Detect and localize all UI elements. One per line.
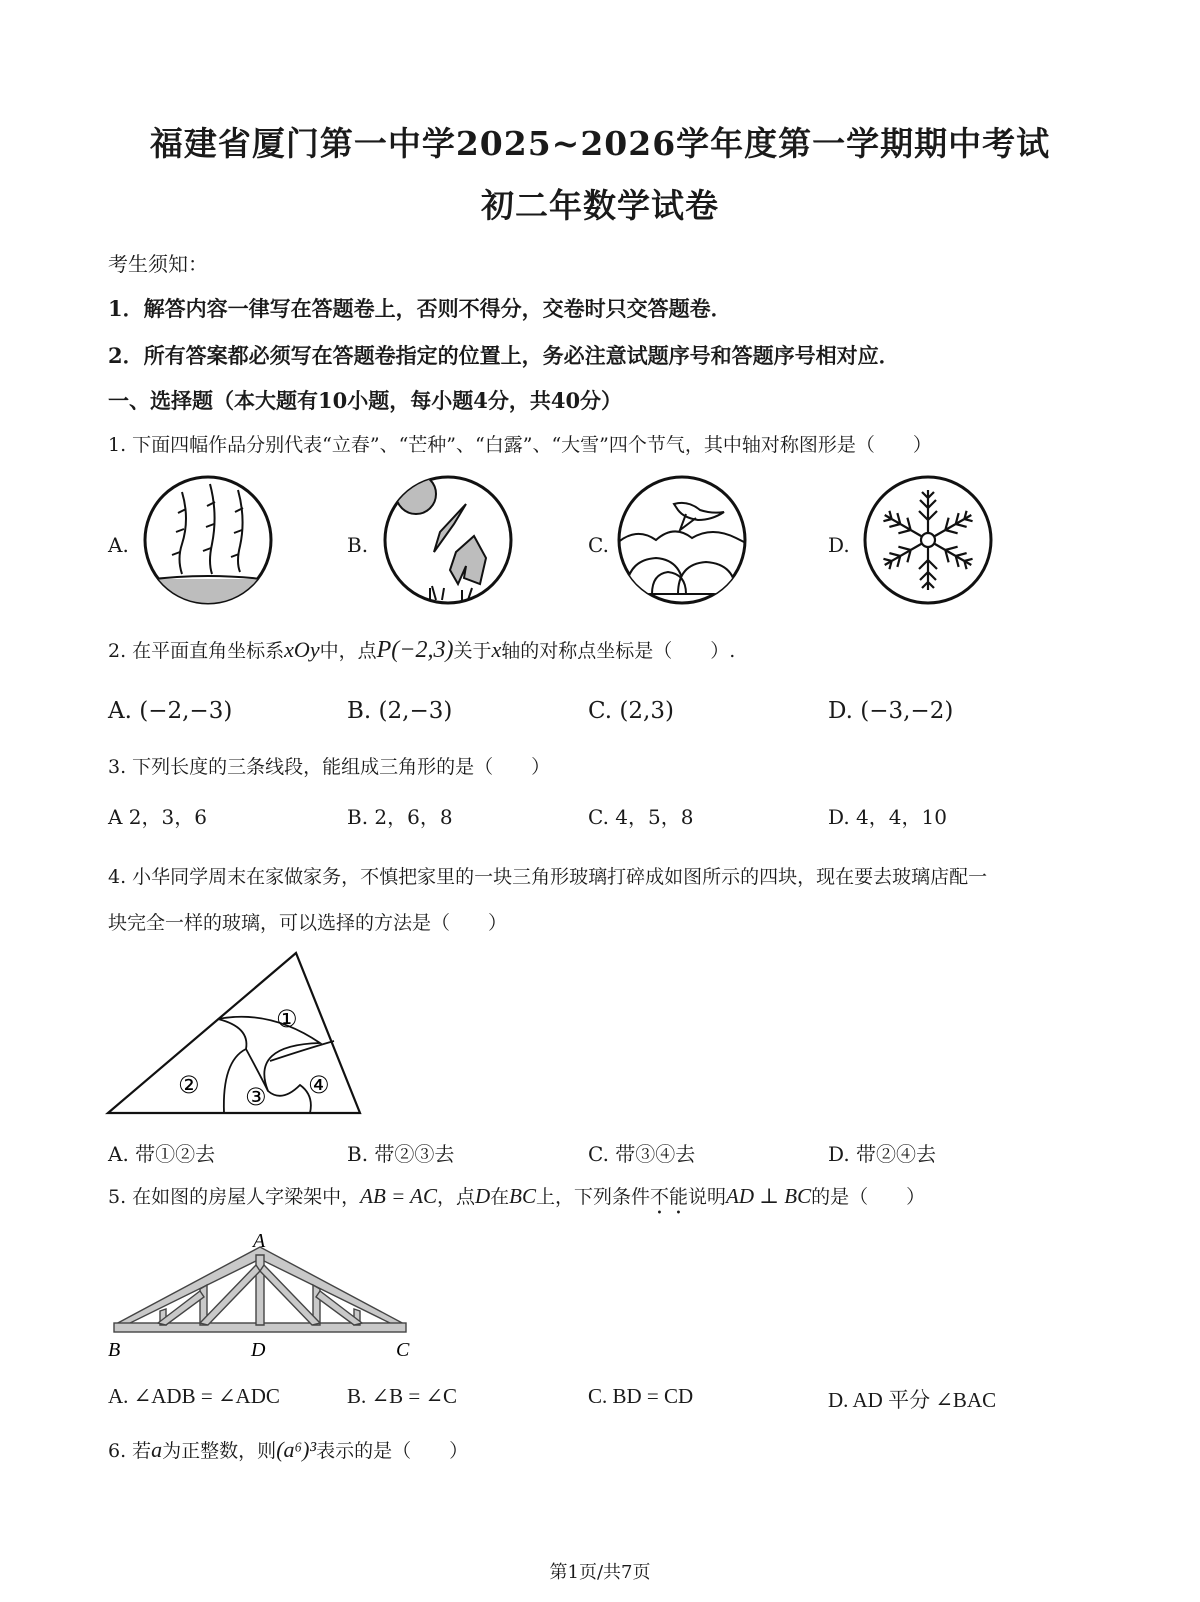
q4-stem-line1: 4. 小华同学周末在家做家务，不慎把家里的一块三角形玻璃打碎成如图所示的四块，现在要去玻璃店配一 (108, 866, 988, 888)
piece-label-4: ④ (308, 1071, 330, 1099)
q4-option-d[interactable]: D. 带②④去 (828, 1142, 937, 1166)
exam-title: 福建省厦门第一中学2025~2026学年度第一学期期中考试 (149, 124, 1051, 163)
point-c-label: C (396, 1339, 410, 1361)
q5-option-c[interactable]: C. BD = CD (588, 1384, 694, 1408)
q5-option-a[interactable]: A. ∠ADB = ∠ADC (108, 1384, 280, 1408)
q2-option-b[interactable]: B. (2,−3) (347, 698, 453, 724)
point-a-label: A (253, 1230, 266, 1252)
q2-option-c[interactable]: C. (2,3) (588, 698, 674, 724)
q4-option-b[interactable]: B. 带②③去 (347, 1142, 455, 1166)
q2-stem: 2. 在平面直角坐标系xOy中，点P(−2,3)关于x轴的对称点坐标是（ ）. (108, 637, 736, 663)
broken-glass-triangle (100, 945, 370, 1125)
notice-item-2: 2．所有答案都必须写在答题卷指定的位置上，务必注意试题序号和答题序号相对应． (108, 343, 900, 368)
section1-heading: 一、选择题（本大题有10小题，每小题4分，共40分） (108, 388, 623, 413)
q1-stem: 1. 下面四幅作品分别代表“立春”、“芒种”、“白露”、“大雪”四个节气，其中轴对称图形是（ ） (108, 434, 932, 456)
roof-truss-figure (100, 1225, 420, 1365)
q6-stem: 6. 若a为正整数，则(a⁶)³表示的是（ ） (108, 1437, 469, 1462)
q5-option-d[interactable]: D. AD 平分 ∠BAC (828, 1388, 997, 1412)
q1-option-d[interactable]: D. (828, 533, 850, 557)
q1-option-b[interactable]: B. (347, 533, 369, 557)
point-b-label: B (108, 1339, 121, 1361)
q5-option-b[interactable]: B. ∠B = ∠C (347, 1384, 458, 1408)
q2-option-a[interactable]: A. (−2,−3) (108, 698, 233, 724)
q1-option-a[interactable]: A. (108, 533, 129, 557)
q4-option-a[interactable]: A. 带①②去 (108, 1142, 216, 1166)
q3-stem: 3. 下列长度的三条线段，能组成三角形的是（ ） (108, 756, 551, 778)
mountain-figure (382, 474, 514, 606)
q4-option-c[interactable]: C. 带③④去 (588, 1142, 696, 1166)
q2-option-d[interactable]: D. (−3,−2) (828, 698, 954, 724)
q3-option-b[interactable]: B. 2，6，8 (347, 805, 453, 829)
bird-cloud-figure (616, 474, 748, 606)
piece-label-1: ① (276, 1005, 298, 1033)
q3-option-a[interactable]: A 2，3，6 (108, 805, 207, 829)
q5-stem: 5. 在如图的房屋人字梁架中，AB = AC，点D在BC上，下列条件不能说明AD ⊥ BC的是（ ） (108, 1184, 926, 1208)
q1-option-c[interactable]: C. (588, 533, 609, 557)
q4-stem-line2: 块完全一样的玻璃，可以选择的方法是（ ） (108, 912, 508, 934)
piece-label-3: ③ (245, 1083, 267, 1111)
q3-option-d[interactable]: D. 4，4，10 (828, 805, 947, 829)
exam-subtitle: 初二年数学试卷 (481, 186, 719, 225)
piece-label-2: ② (178, 1071, 200, 1099)
notice-item-1: 1．解答内容一律写在答题卷上，否则不得分，交卷时只交答题卷． (108, 296, 732, 321)
snowflake-figure (862, 474, 994, 606)
q3-option-c[interactable]: C. 4，5，8 (588, 805, 694, 829)
willow-figure (142, 474, 274, 606)
notice-heading: 考生须知： (108, 252, 208, 276)
point-d-label: D (251, 1339, 266, 1361)
page-number: 第1页/共7页 (549, 1562, 651, 1583)
